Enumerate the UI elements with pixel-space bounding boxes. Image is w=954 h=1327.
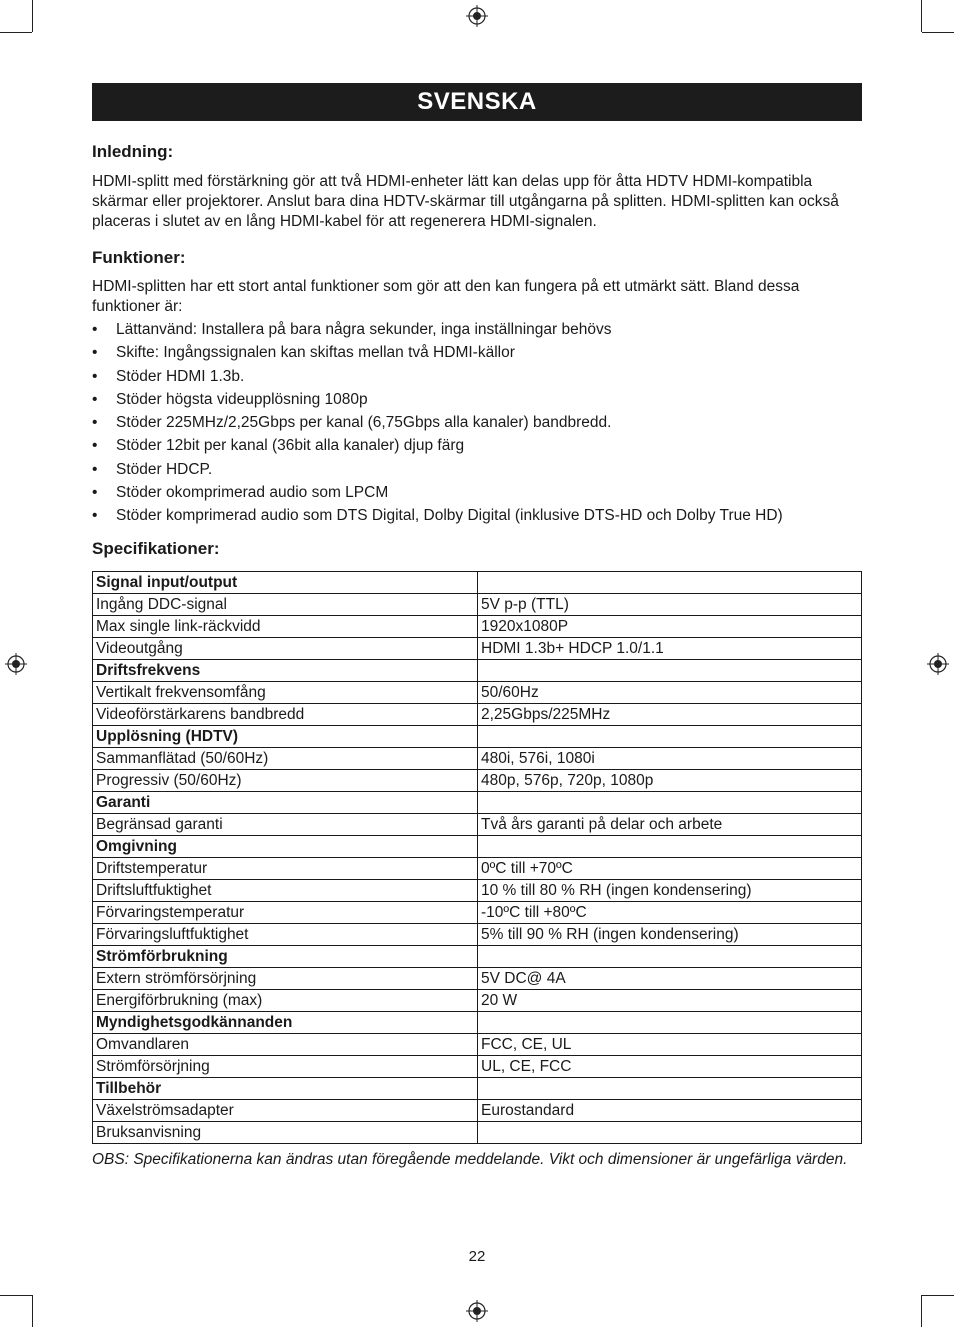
spec-label: Progressiv (50/60Hz) [93,770,478,792]
spec-value [478,946,862,968]
table-row [93,682,862,704]
table-row [93,1056,862,1078]
list-item [92,320,862,340]
table-row [93,594,862,616]
bullet-icon: • [92,390,98,408]
page-content [92,83,862,1170]
spec-value [478,1122,862,1144]
spec-label: Vertikalt frekvensomfång [93,682,478,704]
table-row [93,858,862,880]
bullet-icon: • [92,414,98,432]
spec-value: 1920x1080P [478,616,862,638]
table-section-row [93,836,862,858]
table-row [93,924,862,946]
spec-label: Förvaringsluftfuktighet [93,924,478,946]
table-row [93,814,862,836]
table-section-row [93,792,862,814]
list-item [92,367,862,387]
table-row [93,902,862,924]
bullet-icon: • [92,484,98,502]
list-item-text: Lättanvänd: Installera på bara några sekunder, inga inställningar behövs [116,321,612,338]
spec-value [478,660,862,682]
spec-label: Myndighetsgodkännanden [93,1012,478,1034]
spec-label: Videoutgång [93,638,478,660]
list-item-text: Stöder 225MHz/2,25Gbps per kanal (6,75Gbps alla kanaler) bandbredd. [116,414,612,432]
spec-label: Tillbehör [93,1078,478,1100]
spec-value [478,726,862,748]
table-section-row [93,1078,862,1100]
registration-mark-icon [466,1300,488,1322]
crop-mark-top-left-v [32,0,33,32]
spec-value: Två års garanti på delar och arbete [478,814,862,836]
crop-mark-top-left-h [0,32,32,33]
bullet-icon: • [92,367,98,385]
list-item [92,460,862,480]
spec-label: Upplösning (HDTV) [93,726,478,748]
table-row [93,1100,862,1122]
page-title: SVENSKA [92,83,862,121]
spec-value [478,572,862,594]
registration-mark-icon [5,653,27,675]
spec-value: 5% till 90 % RH (ingen kondensering) [478,924,862,946]
spec-label: Bruksanvisning [93,1122,478,1144]
list-item-text: Stöder högsta videupplösning 1080p [116,390,368,408]
table-section-row [93,1012,862,1034]
spec-label: Extern strömförsörjning [93,968,478,990]
spec-value [478,836,862,858]
table-section-row [93,660,862,682]
intro-text: HDMI-splitt med förstärkning gör att två HDMI-enheter lätt kan delas upp för åtta HDTV HDMI-kompatibla skärmar eller projektorer. Anslut bara dina HDTV-skärmar till utgångarna på splitten. HDMI-splitten kan också placeras i slutet av en lång HDMI-kabel för att regenerera HDMI-signalen. [92,173,839,230]
spec-label: Omvandlaren [93,1034,478,1056]
bullet-icon: • [92,344,98,362]
bullet-icon: • [92,507,98,525]
table-section-row [93,946,862,968]
registration-mark-icon [927,653,949,675]
table-row [93,1034,862,1056]
spec-label: Strömförsörjning [93,1056,478,1078]
registration-mark-icon [466,5,488,27]
list-item [92,390,862,410]
spec-value [478,1078,862,1100]
list-item [92,343,862,363]
spec-label: Driftsluftfuktighet [93,880,478,902]
spec-value: 0ºC till +70ºC [478,858,862,880]
spec-label: Energiförbrukning (max) [93,990,478,1012]
list-item [92,483,862,503]
table-row [93,880,862,902]
list-item [92,436,862,456]
intro-heading: Inledning: [92,142,174,161]
spec-label: Driftstemperatur [93,858,478,880]
spec-value: -10ºC till +80ºC [478,902,862,924]
crop-mark-top-right-v [921,0,922,32]
features-list [92,320,862,526]
spec-label: Videoförstärkarens bandbredd [93,704,478,726]
table-section-row [93,572,862,594]
disclaimer-note: OBS: Specifikationerna kan ändras utan föregående meddelande. Vikt och dimensioner är ungefärliga värden. [92,1151,848,1169]
spec-label: Omgivning [93,836,478,858]
spec-label: Driftsfrekvens [93,660,478,682]
spec-value [478,792,862,814]
table-row [93,968,862,990]
spec-value: FCC, CE, UL [478,1034,862,1056]
page-number: 22 [468,1248,486,1265]
table-row [93,748,862,770]
list-item-text: Stöder HDMI 1.3b. [116,367,245,385]
spec-value: 20 W [478,990,862,1012]
spec-value: 480p, 576p, 720p, 1080p [478,770,862,792]
spec-value: 10 % till 80 % RH (ingen kondensering) [478,880,862,902]
spec-label: Garanti [93,792,478,814]
spec-value: 2,25Gbps/225MHz [478,704,862,726]
spec-value [478,1012,862,1034]
bullet-icon: • [92,437,98,455]
specs-heading: Specifikationer: [92,539,220,559]
spec-value: 5V DC@ 4A [478,968,862,990]
spec-value: HDMI 1.3b+ HDCP 1.0/1.1 [478,638,862,660]
spec-label: Sammanflätad (50/60Hz) [93,748,478,770]
spec-table [92,571,862,1144]
spec-value: 480i, 576i, 1080i [478,748,862,770]
spec-value: 50/60Hz [478,682,862,704]
spec-label: Ingång DDC-signal [93,594,478,616]
table-row [93,638,862,660]
bullet-icon: • [92,460,98,478]
list-item-text: Stöder 12bit per kanal (36bit alla kanaler) djup färg [116,437,465,455]
spec-label: Max single link-räckvidd [93,616,478,638]
table-section-row [93,726,862,748]
table-row [93,770,862,792]
spec-label: Begränsad garanti [93,814,478,836]
functions-heading: Funktioner: [92,248,186,267]
spec-label: Strömförbrukning [93,946,478,968]
crop-mark-bottom-right-h [922,1295,954,1296]
list-item-text: Stöder HDCP. [116,460,213,478]
spec-value: Eurostandard [478,1100,862,1122]
functions-text: HDMI-splitten har ett stort antal funktioner som gör att den kan fungera på ett utmärkt sätt. Bland dessa funktioner är: [92,278,800,315]
list-item [92,506,862,526]
list-item-text: Skifte: Ingångssignalen kan skiftas mellan två HDMI-källor [116,344,515,362]
spec-value: UL, CE, FCC [478,1056,862,1078]
crop-mark-top-right-h [922,32,954,33]
spec-label: Växelströmsadapter [93,1100,478,1122]
crop-mark-bottom-left-h [0,1295,32,1296]
table-row [93,616,862,638]
crop-mark-bottom-left-v [32,1295,33,1327]
table-row [93,704,862,726]
spec-label: Signal input/output [93,572,478,594]
list-item [92,413,862,433]
bullet-icon: • [92,321,98,338]
crop-mark-bottom-right-v [921,1295,922,1327]
spec-label: Förvaringstemperatur [93,902,478,924]
table-row [93,1122,862,1144]
list-item-text: Stöder komprimerad audio som DTS Digital, Dolby Digital (inklusive DTS-HD och Dolby True HD) [116,507,783,525]
spec-value: 5V p-p (TTL) [478,594,862,616]
table-row [93,990,862,1012]
list-item-text: Stöder okomprimerad audio som LPCM [116,484,389,502]
